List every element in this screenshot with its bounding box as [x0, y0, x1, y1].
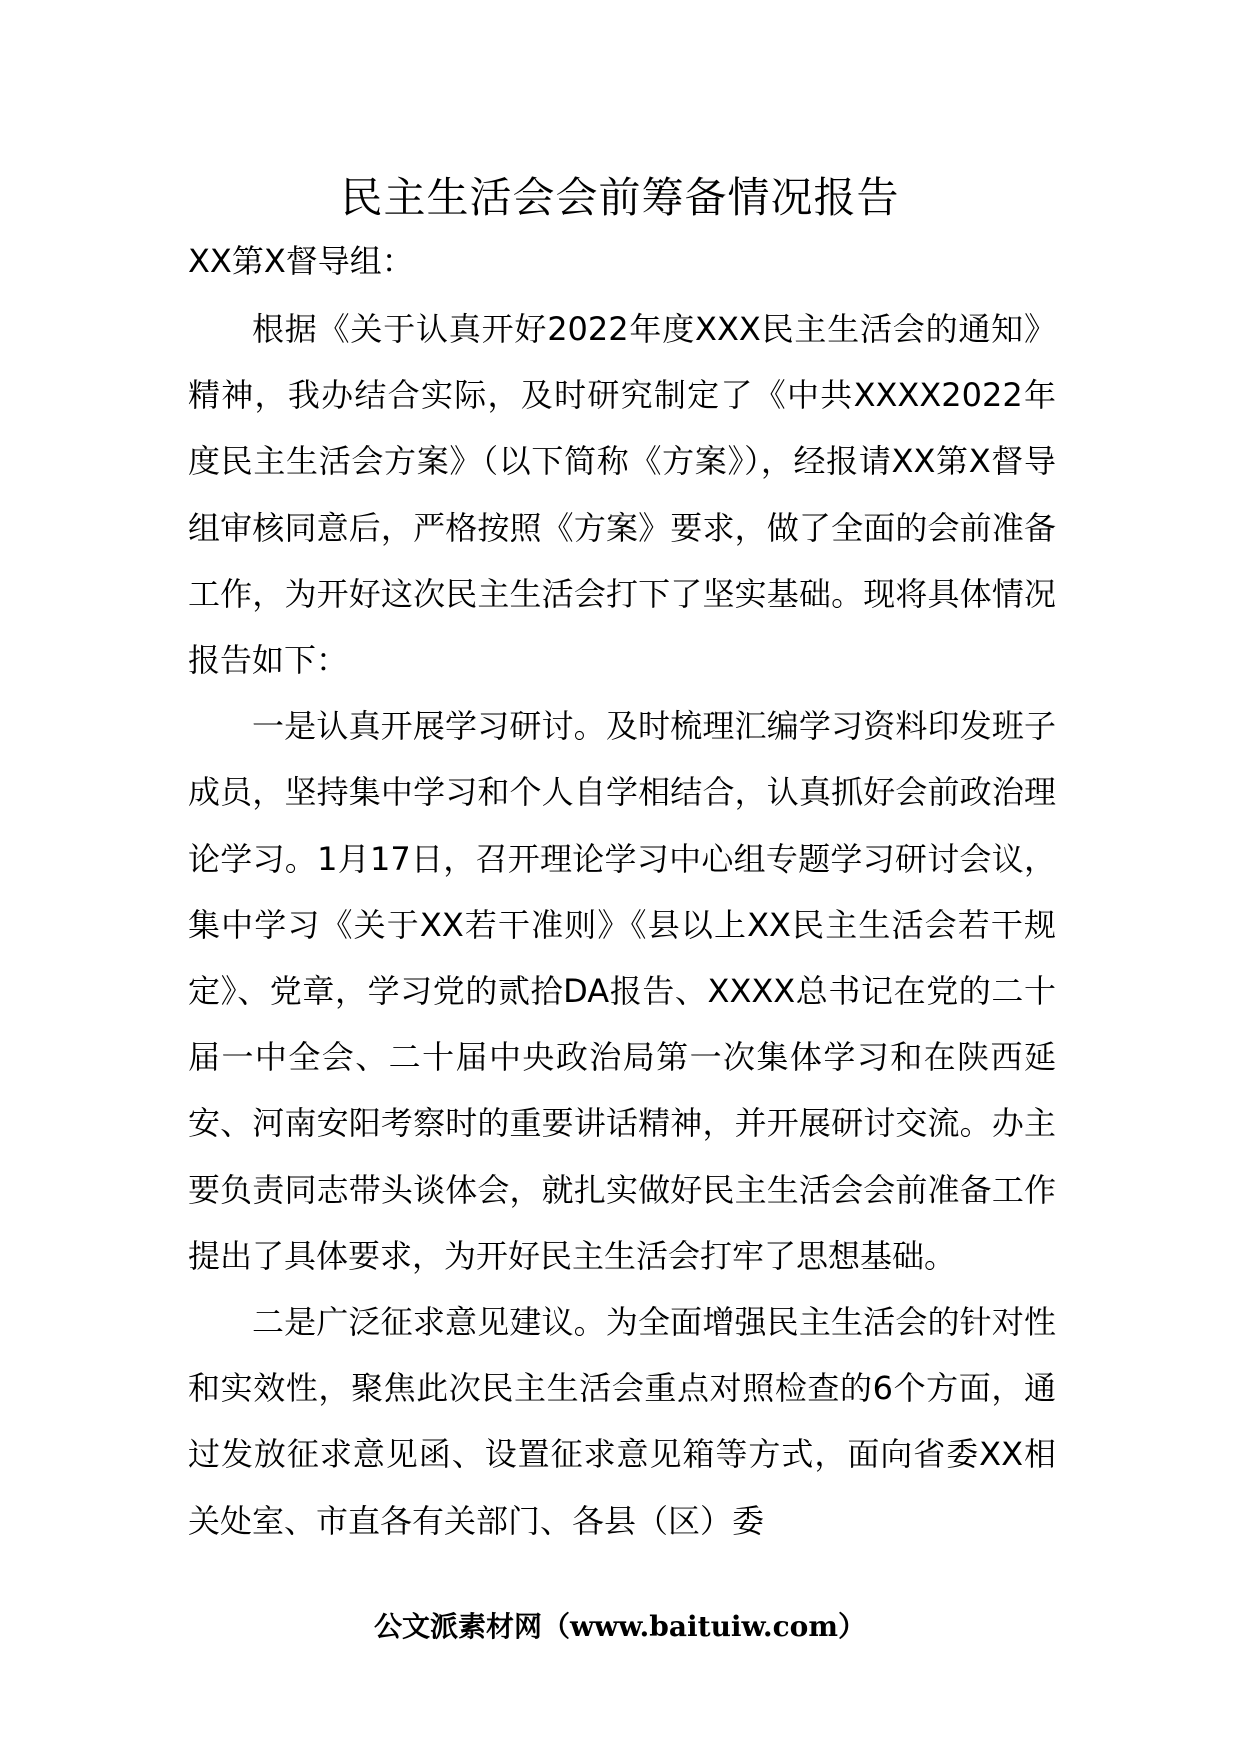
document-title: 民主生活会会前筹备情况报告 — [340, 173, 900, 222]
paragraph-study: 一是认真开展学习研讨。及时梳理汇编学习资料印发班子成员，坚持集中学习和个人自学相结合，认真抓好会前政治理论学习。1月17日，召开理论学习中心组专题学习研讨会议，集中学习《关于XX若干准则》《县以上XX民主生活会若干规定》、党章，学习党的贰拾DA报告、XXXX总书记在党的二十届一中全会、二十届中央政治局第一次集体学习和在陕西延安、河南安阳考察时的重要讲话精神，并开展研讨交流。办主要负责同志带头谈体会，就扎实做好民主生活会会前准备工作提出了具体要求，为开好民主生活会打牢了思想基础。 — [188, 707, 1056, 1275]
paragraph-opinions: 二是广泛征求意见建议。为全面增强民主生活会的针对性和实效性，聚焦此次民主生活会重点对照检查的6个方面，通过发放征求意见函、设置征求意见箱等方式，面向省委XX相关处室、市直各有关部门、各县（区）委 — [188, 1303, 1056, 1540]
document-body — [188, 296, 1056, 1554]
footer-watermark: 公文派素材网（www.baituiw.com） — [374, 1610, 866, 1643]
salutation: XX第X督导组： — [188, 242, 414, 280]
paragraph-intro: 根据《关于认真开好2022年度XXX民主生活会的通知》精神，我办结合实际，及时研究制定了《中共XXXX2022年度民主生活会方案》（以下简称《方案》），经报请XX第X督导组审核同意后，严格按照《方案》要求，做了全面的会前准备工作，为开好这次民主生活会打下了坚实基础。现将具体情况报告如下： — [188, 310, 1056, 680]
